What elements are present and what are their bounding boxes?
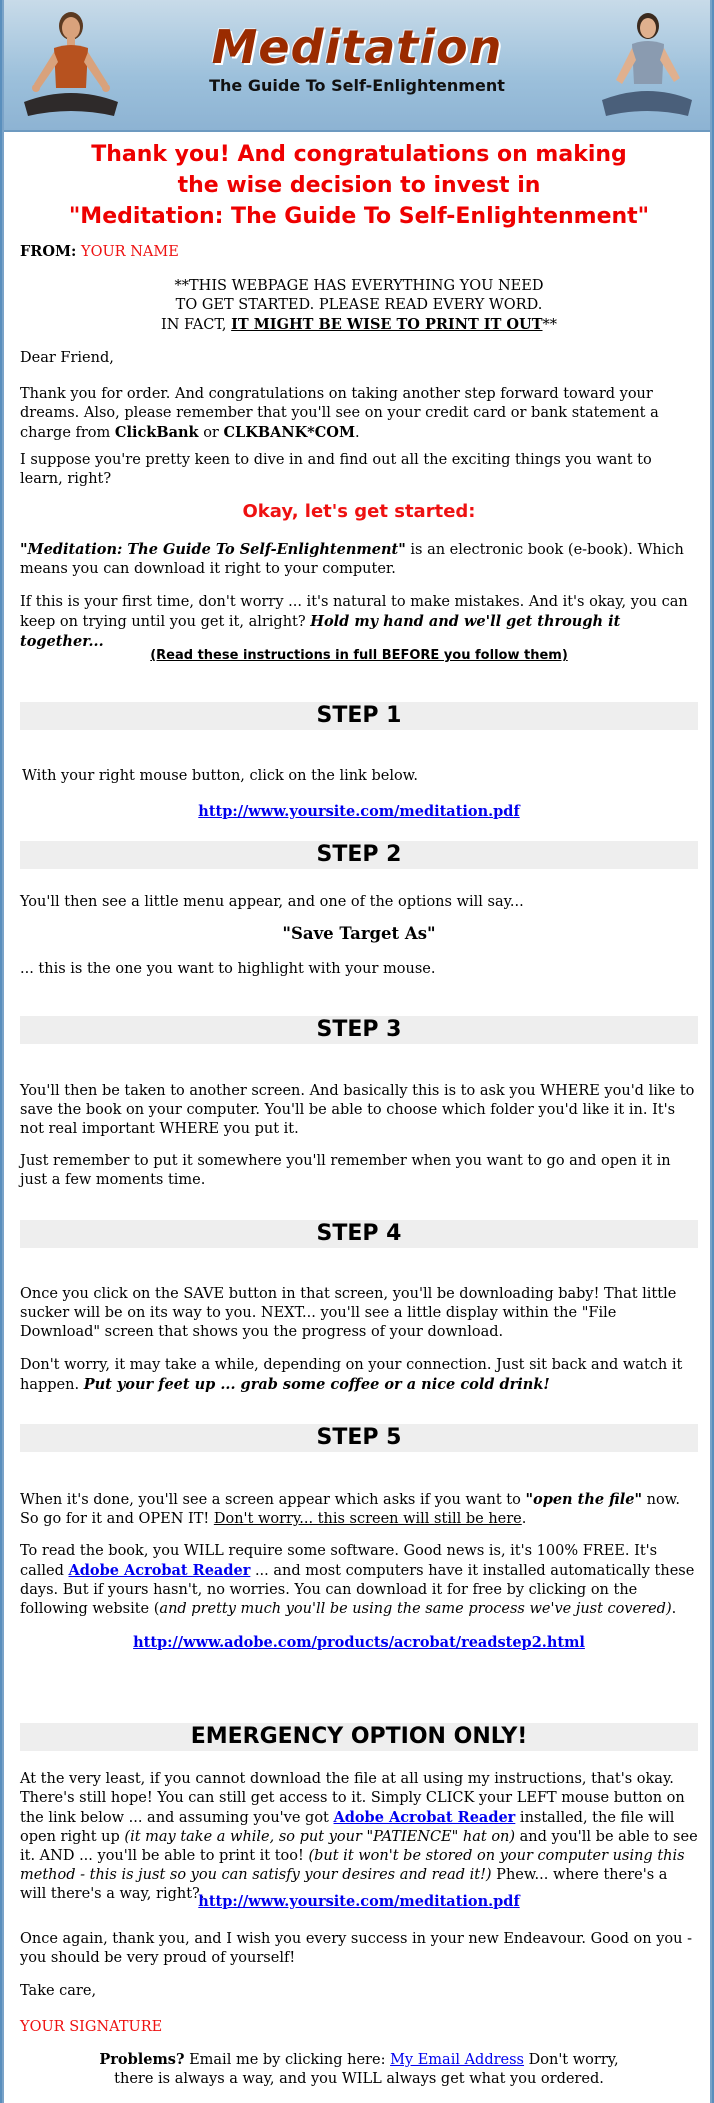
step-4-paragraph-1: Once you click on the SAVE button in that screen, you'll be downloading baby! That little sucker will be on its way to you. NEXT... you'll see a little display within the "File Download" screen that shows you the progress of your download.	[20, 1286, 677, 1340]
footer-line-1	[20, 2050, 698, 2070]
step-5-heading: STEP 5	[20, 1424, 698, 1452]
brand-subtitle: The Guide To Self-Enlightenment	[209, 76, 505, 95]
emergency-ebook-link[interactable]: http://www.yoursite.com/meditation.pdf	[198, 1893, 520, 1910]
step-1-text: With your right mouse button, click on the link below.	[22, 768, 418, 784]
greeting: Dear Friend,	[20, 350, 114, 366]
adobe-link-row	[20, 1633, 698, 1653]
instructions-note: (Read these instructions in full BEFORE you follow them)	[150, 648, 568, 663]
emergency-text-c: and you'll be able to see it. AND ... you'll be able to print it too!	[20, 1829, 698, 1864]
keen-paragraph: I suppose you're pretty keen to dive in and find out all the exciting things you want to learn, right?	[20, 452, 652, 487]
ebook-download-link[interactable]: http://www.yoursite.com/meditation.pdf	[198, 803, 520, 820]
headline	[20, 138, 698, 231]
emergency-italic-2: (but it won't be stored on your computer using this method - this is just so you can satisfy your desires and read it!)	[20, 1848, 685, 1883]
thank-you-paragraph	[20, 385, 698, 443]
emergency-link-row	[20, 1892, 698, 1912]
notice-line-1: **THIS WEBPAGE HAS EVERYTHING YOU NEED	[174, 278, 544, 294]
adobe-reader-link[interactable]: Adobe Acrobat Reader	[68, 1562, 251, 1579]
adobe-download-link[interactable]: http://www.adobe.com/products/acrobat/readstep2.html	[133, 1634, 585, 1651]
first-time-text: If this is your first time, don't worry ... it's natural to make mistakes. And it's okay, you can keep on trying until you get it, alright?	[20, 594, 688, 630]
step-5-paragraph-1	[20, 1490, 698, 1529]
step-5-p1a: When it's done, you'll see a screen appear which asks if you want to	[20, 1492, 526, 1508]
step-3-paragraph-1: You'll then be taken to another screen. And basically this is to ask you WHERE you'd like to save the book on your computer. You'll be able to choose which folder you'd like it in. It's not real important WHERE you put it.	[20, 1083, 695, 1137]
step-5-p2a: To read the book, you WILL require some software. Good news is, it's 100% FREE. It's called	[20, 1543, 658, 1579]
brand-title: Meditation	[211, 20, 503, 74]
emergency-adobe-link[interactable]: Adobe Acrobat Reader	[333, 1809, 516, 1826]
problems-label: Problems?	[99, 2051, 185, 2068]
step-5-p1c: .	[521, 1511, 527, 1527]
step-4-p2-text: Don't worry, it may take a while, depending on your connection. Just sit back and watch it happen.	[20, 1357, 683, 1393]
step-4-heading: STEP 4	[20, 1220, 698, 1248]
step-5-p2b: ... and most computers have it installed automatically these days. But if yours hasn't, no worries. You can download it for free by clicking on the following website (	[20, 1563, 695, 1617]
ebook-title: "Meditation: The Guide To Self-Enlightenment"	[20, 541, 406, 558]
page-frame	[2, 0, 712, 2103]
emergency-paragraph	[20, 1770, 698, 1904]
from-label: FROM:	[20, 243, 77, 260]
step-5-italic-note: and pretty much you'll be using the same process we've just covered)	[159, 1601, 672, 1617]
step-2-text: You'll then see a little menu appear, and one of the options will say...	[20, 894, 524, 910]
from-line	[20, 242, 698, 262]
emergency-italic-1: (it may take a while, so put your "PATIENCE" hat on)	[124, 1829, 516, 1845]
step-3-paragraph-2: Just remember to put it somewhere you'll remember when you want to go and open it in just a few moments time.	[20, 1153, 671, 1188]
headline-line-3: "Meditation: The Guide To Self-Enlightenment"	[68, 204, 650, 229]
notice-emphasis: IT MIGHT BE WISE TO PRINT IT OUT	[231, 316, 543, 333]
clkbank-text: CLKBANK*COM	[223, 424, 355, 441]
notice-prefix: IN FACT,	[160, 317, 232, 333]
emergency-text-b: installed, the file will open right up	[20, 1810, 675, 1845]
step-5-p1b: now. So go for it and OPEN IT!	[20, 1492, 680, 1527]
headline-line-1: Thank you! And congratulations on making	[91, 142, 627, 167]
para1-text: Thank you for order. And congratulations on taking another step forward toward your dreams. Also, please remember that you'll see on your credit card or bank statement a charge from	[20, 386, 659, 441]
screen-still-here-text: Don't worry... this screen will still be here	[213, 1511, 522, 1527]
save-target-option: "Save Target As"	[282, 924, 436, 943]
headline-line-2: the wise decision to invest in	[177, 173, 541, 198]
ebook-paragraph	[20, 540, 698, 579]
para1-mid: or	[198, 425, 224, 441]
step-5-paragraph-2	[20, 1542, 698, 1619]
seated-woman-image	[588, 6, 698, 128]
step-3-heading: STEP 3	[20, 1016, 698, 1044]
step-4-paragraph-2	[20, 1356, 698, 1395]
notice-line-3	[20, 315, 698, 335]
footer-line-2: there is always a way, and you WILL always get what you ordered.	[114, 2071, 604, 2087]
emergency-text-d: Phew... where there's a will there's a way, right?.	[20, 1867, 668, 1902]
open-file-emphasis: "open the file"	[525, 1491, 642, 1508]
first-time-emphasis: Hold my hand and we'll get through it together...	[20, 613, 621, 650]
footer-text-2: Don't worry,	[524, 2052, 619, 2068]
footer-text-1: Email me by clicking here:	[184, 2052, 391, 2068]
print-notice	[20, 277, 698, 335]
take-care-text: Take care,	[20, 1983, 97, 1999]
signature: YOUR SIGNATURE	[20, 2019, 163, 2035]
notice-suffix: **	[542, 317, 557, 333]
step-1-heading: STEP 1	[20, 702, 698, 730]
email-link[interactable]: My Email Address	[390, 2052, 525, 2068]
ebook-text: is an electronic book (e-book). Which means you can download it right to your computer.	[20, 542, 684, 577]
step-2-after: ... this is the one you want to highlight with your mouse.	[20, 961, 436, 977]
step-4-emphasis: Put your feet up ... grab some coffee or a nice cold drink!	[83, 1376, 550, 1393]
footer	[20, 2050, 698, 2089]
emergency-heading: EMERGENCY OPTION ONLY!	[20, 1723, 698, 1751]
notice-line-2: TO GET STARTED. PLEASE READ EVERY WORD.	[175, 297, 543, 313]
emergency-text-a: At the very least, if you cannot download the file at all using my instructions, that's okay. There's still hope! You can still get access to it. Simply CLICK your LEFT mouse button on the link below ... and assuming you've got	[20, 1771, 685, 1826]
from-name: YOUR NAME	[81, 244, 179, 260]
first-time-paragraph	[20, 593, 698, 652]
step-5-p2c: .	[671, 1601, 677, 1617]
get-started-heading: Okay, let's get started:	[242, 501, 476, 522]
clickbank-text: ClickBank	[114, 424, 199, 441]
step-1-link-row	[20, 802, 698, 822]
step-2-heading: STEP 2	[20, 841, 698, 869]
closing-paragraph: Once again, thank you, and I wish you every success in your new Endeavour. Good on you - you should be very proud of yourself!	[20, 1931, 692, 1966]
para1-end: .	[355, 425, 360, 441]
header-banner	[4, 0, 710, 132]
